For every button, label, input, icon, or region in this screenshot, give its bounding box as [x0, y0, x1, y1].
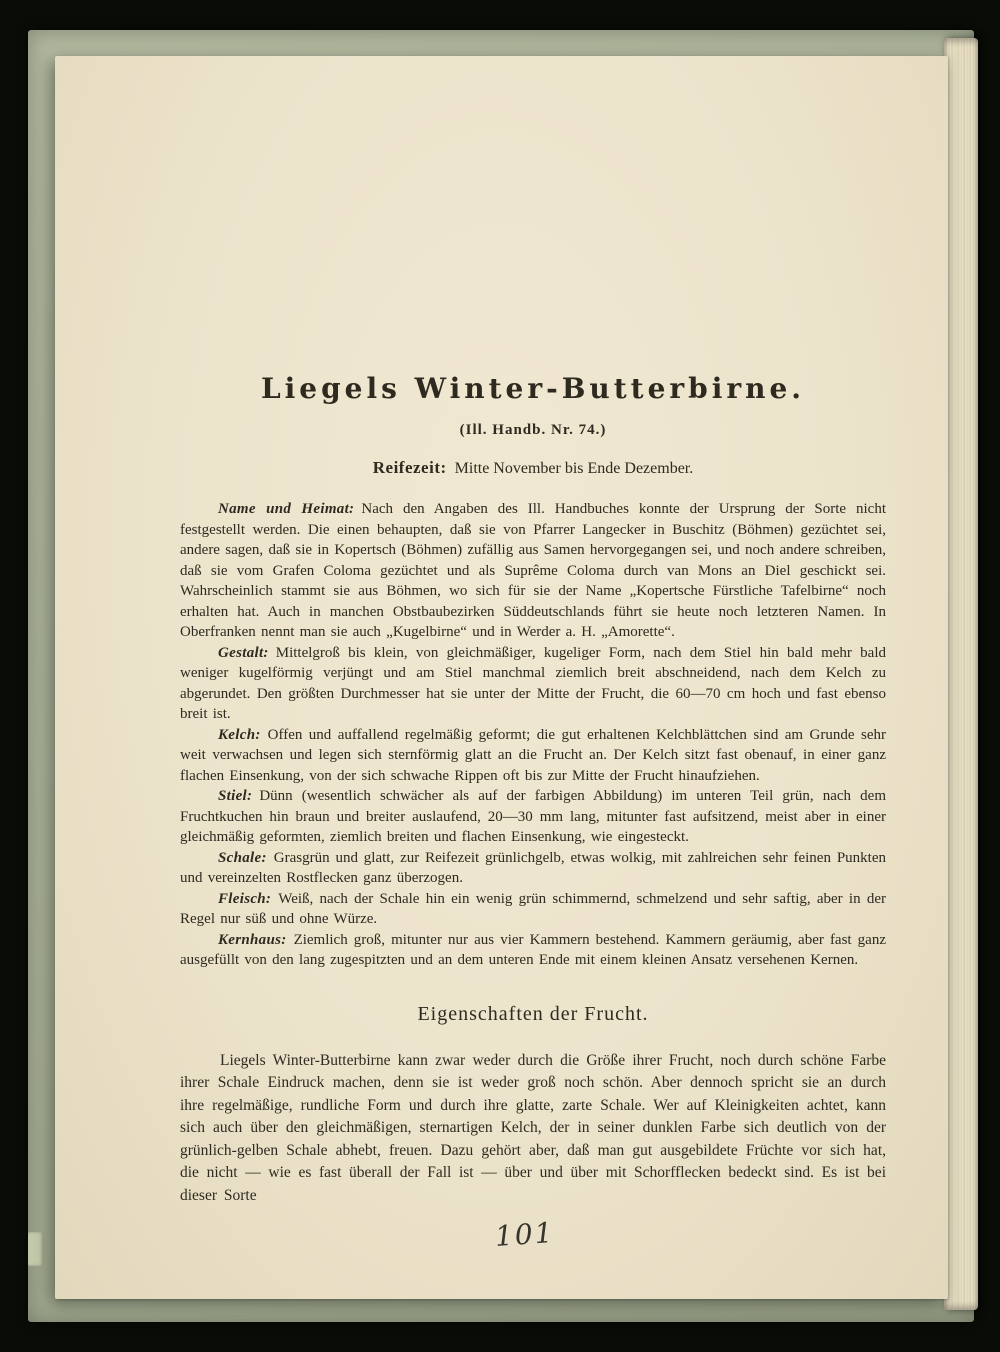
- book-page: [55, 56, 948, 1299]
- paragraph-label: Schale:: [218, 849, 267, 866]
- paragraph-label: Fleisch:: [218, 890, 272, 907]
- paragraph-label: Stiel:: [218, 788, 253, 804]
- paragraph-label: Name und Heimat:: [218, 501, 355, 517]
- ripeness-label: Reifezeit:: [372, 458, 447, 477]
- properties-paragraph: Liegels Winter-Butterbirne kann zwar weder durch die Größe ihrer Frucht, noch durch schöne Farbe ihrer Schale Eindruck machen, denn sie ist weder groß noch schön. Aber dennoch spricht sie an durch ihre regelmäßige, rundliche Form und durch ihre glatte, zarte Schale. Wer auf Kleinigkeiten achtet, kann sich auch über den gleichmäßigen, sternartigen Kelch, der in seiner dunklen Farbe sich deutlich von der grünlich-gelben Schale abhebt, freuen. Dazu gehört aber, daß man gut ausgebildete Früchte vor sich hat, die nicht — wie es fast überall der Fall ist — über und über mit Schorfflecken bedeckt sind. Es ist bei dieser Sorte: [180, 1051, 886, 1204]
- mat-tab: [28, 1232, 44, 1266]
- page-content: [180, 372, 886, 1207]
- paragraph-text: Weiß, nach der Schale hin ein wenig grün schimmernd, schmelzend und sehr saftig, aber in der Regel nur süß und ohne Würze.: [180, 890, 886, 927]
- handbook-reference: (Ill. Handb. Nr. 74.): [459, 422, 607, 438]
- ripeness-line: [180, 458, 886, 478]
- section-heading-eigenschaften: Eigenschaften der Frucht.: [417, 1002, 649, 1025]
- paragraph-text: Nach den Angaben des Ill. Handbuches konnte der Ursprung der Sorte nicht festgestellt werden. Die einen behaupten, daß sie von Pfarrer Langecker in Buschitz (Böhmen) gezüchtet sei, andere sagen, daß sie in Kopertsch (Böhmen) zufällig aus Samen hervorgegangen sei, und noch andere schreiben, daß sie vom Grafen Coloma gezüchtet und als Suprême Coloma durch van Mons an Diel geschickt sei. Wahrscheinlich stammt sie aus Böhmen, wo sich für sie der Name „Kopertsche Fürstliche Tafelbirne“ noch erhalten hat. Auch in manchen Obstbaubezirken Süddeutschlands führt sie heute noch letzteren Namen. In Oberfranken nennt man sie auch „Kugelbirne“ und in Werder a. H. „Amorette“.: [180, 501, 887, 640]
- paragraph-text: Mittelgroß bis klein, von gleichmäßiger, kugeliger Form, nach dem Stiel hin bald mehr bald weniger kugelförmig verjüngt und am Stiel manchmal ziemlich breit abschneidend, nach dem Kelch zu abgerundet. Den größten Durchmesser hat sie unter der Mitte der Frucht, die 60—70 cm hoch und fast ebenso breit ist.: [180, 644, 886, 722]
- paragraph-text: Ziemlich groß, mitunter nur aus vier Kammern bestehend. Kammern geräumig, aber fast ganz ausgefüllt von den lang zugespitzten und an dem unteren Ende mit einem kleinen Ansatz versehenen Kernen.: [180, 931, 886, 968]
- paragraph-text: Dünn (wesentlich schwächer als auf der farbigen Abbildung) im unteren Teil grün, nach dem Fruchtkuchen hin braun und breiter auslaufend, 20—30 mm lang, mitunter fast aufsitzend, meist aber in einer gleichmäßig geformten, ziemlich breiten und flachen Einsenkung, wie eingesteckt.: [180, 788, 886, 845]
- paragraph-gestalt: [180, 643, 886, 725]
- page-number: 101: [493, 1215, 556, 1254]
- paragraph-schale: [180, 848, 886, 889]
- paragraph-kernhaus: [180, 930, 886, 971]
- paragraph-label: Gestalt:: [218, 644, 269, 661]
- paragraph-text: Offen und auffallend regelmäßig geformt; die gut erhaltenen Kelchblättchen sind am Grunde sehr weit verwachsen und legen sich sternförmig glatt an die Frucht an. Der Kelch sitzt fast obenauf, in einer ganz flachen Einsenkung, von der sich schwache Rippen oft bis zur Mitte der Frucht hinaufziehen.: [180, 726, 886, 784]
- description-body: [180, 499, 886, 971]
- ripeness-text: Mitte November bis Ende Dezember.: [454, 460, 694, 477]
- page-stack-edge: [944, 38, 978, 1310]
- paragraph-name-und-heimat: [180, 499, 886, 643]
- page-title: Liegels Winter-Butterbirne.: [260, 372, 806, 405]
- paragraph-fleisch: [180, 889, 886, 930]
- paragraph-kelch: [180, 725, 886, 787]
- paragraph-label: Kernhaus:: [218, 931, 287, 948]
- paragraph-text: Grasgrün und glatt, zur Reifezeit grünlichgelb, etwas wolkig, mit zahlreichen sehr feinen Punkten und vereinzelten Rostflecken ganz überzogen.: [180, 849, 886, 886]
- paragraph-label: Kelch:: [218, 726, 261, 743]
- paragraph-stiel: [180, 786, 886, 848]
